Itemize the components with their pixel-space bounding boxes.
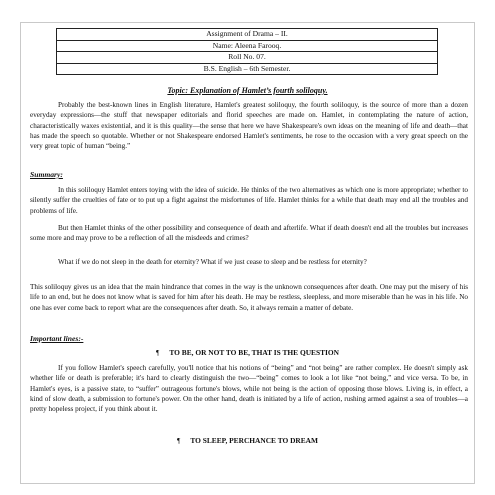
pilcrow-icon: ¶ xyxy=(176,436,181,445)
summary-paragraph-1: In this soliloquy Hamlet enters toying with the idea of suicide. He thinks of the two alternatives as which one is more appropriate; whether to silently suffer the cruelties of fate or to put up a fight against the misfortunes of life. Hamlet thinks for a while that death may end all the troubles and problems of life. xyxy=(30,186,468,215)
summary-paragraph-4: This soliloquy gives us an idea that the main hindrance that comes in the way is the unknown consequences after death. One may put the misery of his life to an end, but he does not know what is saved for him after his death. He may be restless, sleepless, and more miserable than he was in his life. No one has ever come back to report what are the consequences after death. So, it always remain a matter of debate. xyxy=(30,283,468,312)
summary-paragraph-2: But then Hamlet thinks of the other possibility and consequence of death and afterlife. What if death doesn't end all the troubles but increases some more and may prove to be a reflection of all the misdeeds and crimes? xyxy=(30,224,468,243)
important-line-2-text: TO SLEEP, PERCHANCE TO DREAM xyxy=(190,436,318,445)
important-line-2 xyxy=(0,436,495,445)
important-lines-heading: Important lines:- xyxy=(30,334,84,343)
roll-number-cell: Roll No. 07. xyxy=(57,52,438,64)
intro-paragraph: Probably the best-known lines in English literature, Hamlet's greatest soliloquy, the fourth soliloquy, is the source of more than a dozen everyday expressions—the stuff that newspaper editorials and florid speeches are made on. Hamlet, in contemplating the nature of action, characteristically waxes existential, and it is this quality—the sense that here we have Shakespeare's own ideas on the meaning of life and death—that has made the speech so quotable. Whether or not Shakespeare endorsed Hamlet's sentiments, he rose to the occasion with a very great speech on the very great topic of human “being.” xyxy=(30,101,468,151)
assignment-info-table xyxy=(56,28,438,75)
topic-title: Topic: Explanation of Hamlet’s fourth soliloquy. xyxy=(167,86,328,95)
important-line-1-text: TO BE, OR NOT TO BE, THAT IS THE QUESTION xyxy=(169,348,339,357)
summary-paragraph-3: What if we do not sleep in the death for eternity? What if we just cease to sleep and be restless for eternity? xyxy=(58,258,367,266)
pilcrow-icon: ¶ xyxy=(156,348,160,357)
important-line-1 xyxy=(0,348,495,357)
semester-cell: B.S. English – 6th Semester. xyxy=(57,63,438,75)
student-name-cell: Name: Aleena Farooq. xyxy=(57,40,438,52)
summary-heading: Summary: xyxy=(30,170,63,179)
assignment-title-cell: Assignment of Drama – II. xyxy=(57,29,438,41)
important-line-1-explanation: If you follow Hamlet's speech carefully, you'll notice that his notions of “being” and “not being” are rather complex. He doesn't simply ask whether life or death is preferable; it's hard to clearly distinguish the two—“being” comes to look a lot like “not being,” and vice versa. To be, in Hamlet's eyes, is a passive state, to “suffer” outrageous fortune's blows, while not being is the action of opposing those blows. Living is, in effect, a kind of slow death, a submission to fortune's power. On the other hand, death is initiated by a life of action, rushing armed against a sea of troubles—a pretty hopeless project, if you think about it. xyxy=(30,364,468,414)
